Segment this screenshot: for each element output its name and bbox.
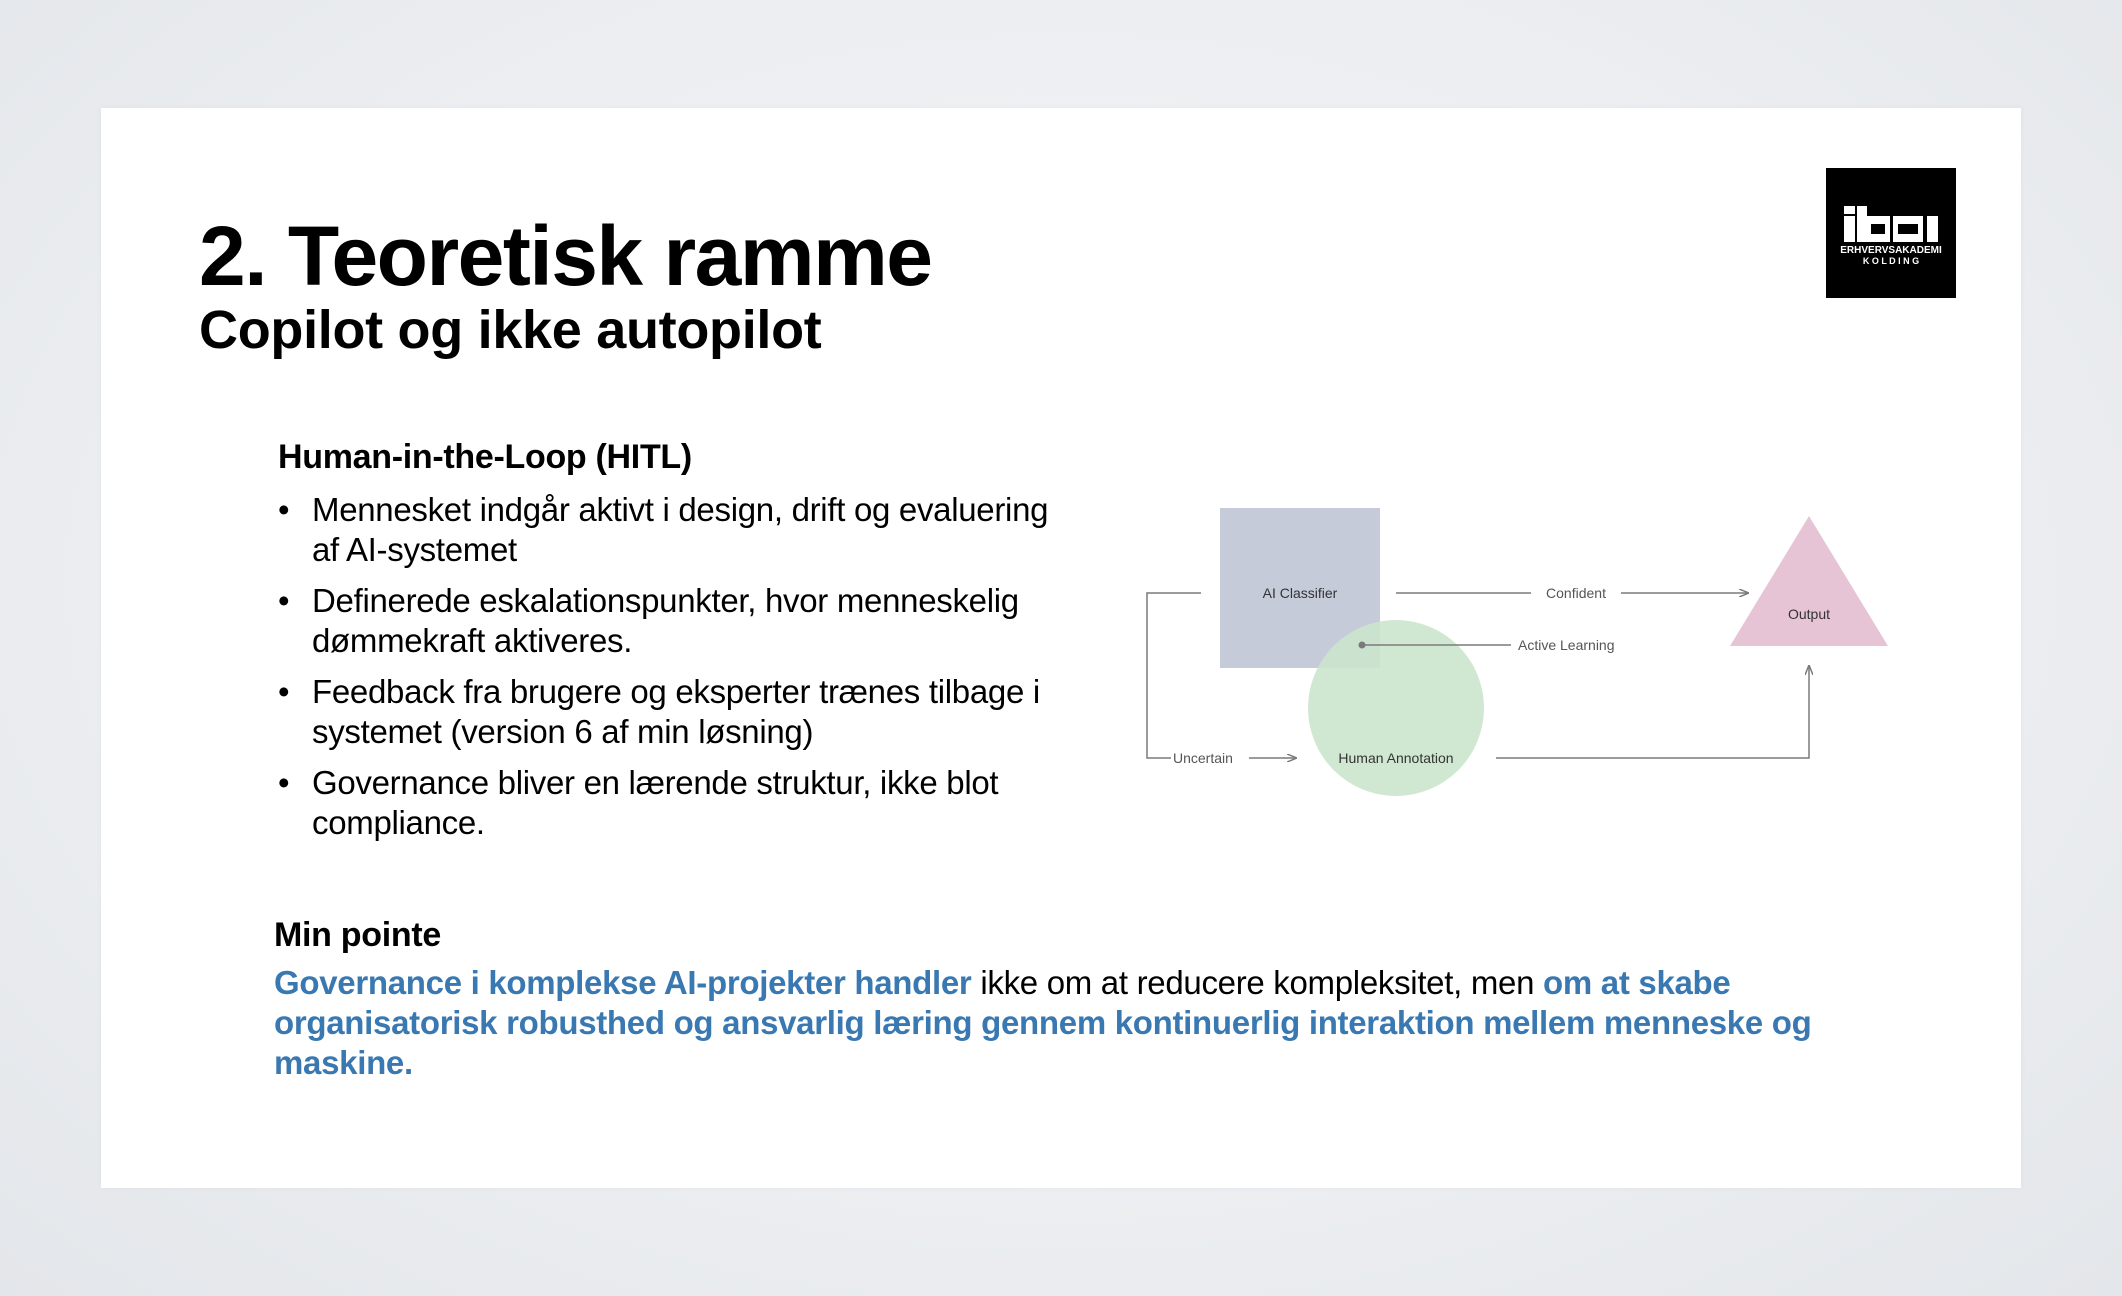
ai-classifier-label: AI Classifier [1262,585,1338,601]
human-annotation-circle [1308,620,1484,796]
slide-subtitle: Copilot og ikke autopilot [199,300,822,360]
logo-text-line2: K O L D I N G [1862,256,1920,266]
slide [101,108,2021,1188]
hitl-bullet-list [278,490,1058,854]
point-heading: Min pointe [274,916,441,954]
confident-label: Confident [1546,585,1606,601]
point-highlight-1: Governance i komplekse AI-projekter handler [274,964,972,1001]
bullet-dot: • [278,582,290,619]
output-label: Output [1787,606,1831,622]
bullet-dot: • [278,764,290,801]
bullet-text: Definerede eskalationspunkter, hvor menneskelig dømmekraft aktiveres. [312,582,1019,659]
slide-title: 2. Teoretisk ramme [199,209,932,303]
active-learning-label: Active Learning [1518,637,1615,653]
iba-logo [1826,168,1956,298]
logo-text-line1: ERHVERVSAKADEMI [1840,245,1942,256]
point-highlight-2: om at skabe organisatorisk robusthed og ansvarlig læring gennem kontinuerlig interaktion mellem menneske og maskine. [274,964,1812,1081]
bullet-dot: • [278,673,290,710]
bullet-item [278,490,1058,570]
bullet-text: Mennesket indgår aktivt i design, drift og evaluering af AI-systemet [312,491,1049,568]
bullet-dot: • [278,491,290,528]
bullet-text: Governance bliver en lærende struktur, ikke blot compliance. [312,764,999,841]
human-annotation-label: Human Annotation [1338,750,1454,766]
bullet-text: Feedback fra brugere og eksperter trænes tilbage i systemet (version 6 af min løsning) [312,673,1040,750]
bullet-item [278,763,1058,843]
uncertain-label: Uncertain [1173,750,1233,766]
output-triangle [1730,516,1888,646]
point-paragraph [274,963,1914,1083]
hitl-heading: Human-in-the-Loop (HITL) [278,438,692,476]
active-learning-dot [1359,642,1366,649]
uncertain-loop-line [1147,593,1201,758]
hitl-diagram [1131,488,1911,808]
point-plain-text: ikke om at reducere kompleksitet, men [971,964,1544,1001]
annotation-to-output-arrow [1496,666,1809,758]
bullet-item [278,581,1058,661]
bullet-item [278,672,1058,752]
